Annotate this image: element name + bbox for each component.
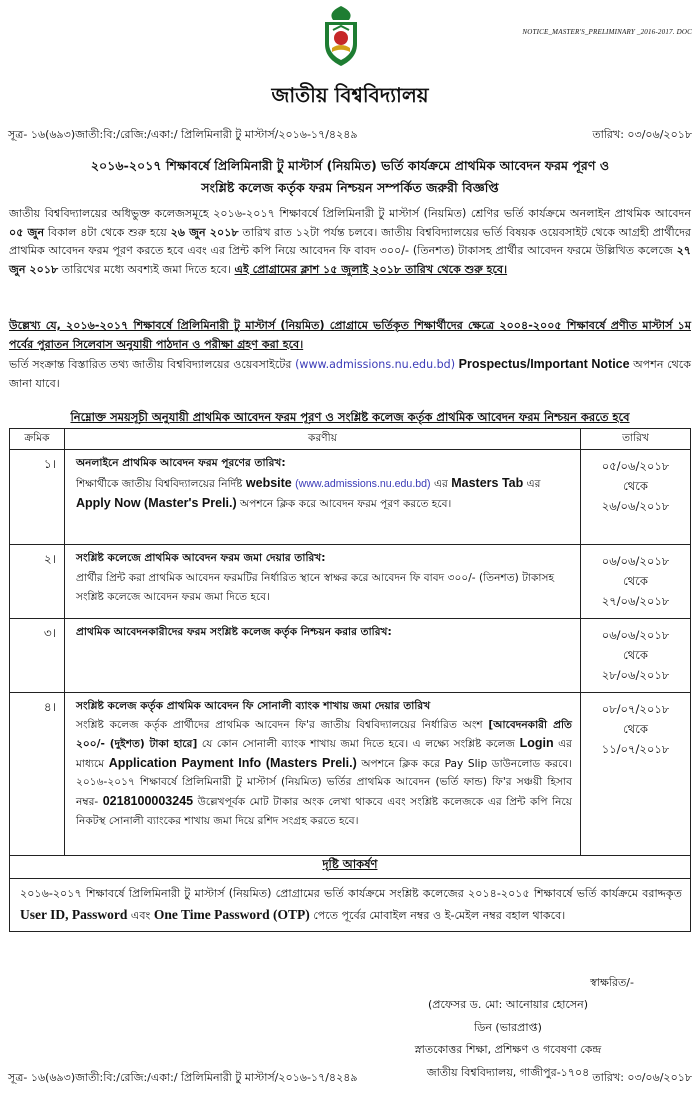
attention-userid-password: User ID, Password [20,907,128,922]
table-row [10,619,691,693]
footer-memo: সূত্র- ১৬(৬৯৩)জাতী:বি:/রেজি:/একা:/ প্রিলিমিনারী টু মাস্টার্স/২০১৬-১৭/৪২৪৯ [8,1071,358,1084]
date-separator: থেকে [623,648,648,662]
row-text: উল্লেখপূর্বক মোট টাকার অংক লেখা থাকবে এবং সংশ্লিষ্ট কলেজকে এর প্রিন্ট কপি নিয়ে নিকটস্থ সোনালী ব্যাংকের শাখায় জমা দিয়ে রশিদ সংগ্রহ করতে হবে। [76,795,572,827]
row-text: এর [433,477,448,490]
row-date [581,545,691,619]
heading-line-1: ২০১৬-২০১৭ শিক্ষাবর্ষে প্রিলিমিনারী টু মাস্টার্স (নিয়মিত) ভর্তি কার্যক্রমে প্রাথমিক আবেদন ফরম পূরণ ও [90,158,610,173]
footer-reference [8,1069,692,1088]
row-bold-account-number: 0218100003245 [102,793,194,808]
row-date [581,693,691,856]
para1-text-2: বিকাল ৪টা থেকে শুরু হয়ে [47,225,167,239]
para1-text-4: তারিখের মধ্যে অবশ্যই জমা দিতে হবে। [61,262,231,276]
website-text-end: অপশন থেকে জানা যাবে। [9,358,691,390]
row-title: অনলাইনে প্রাথমিক আবেদন ফরম পূরণের তারিখ: [76,457,286,469]
row-task [65,450,581,545]
syllabus-note: উল্লেখ্য যে, ২০১৬-২০১৭ শিক্ষাবর্ষে প্রিলিমিনারী টু মাস্টার্স (নিয়মিত) প্রোগ্রামে ভর্তিকৃত শিক্ষার্থীদের ক্ষেত্রে ২০০৪-২০০৫ শিক্ষাবর্ষে প্রণীত মাস্টার্স ১ম পর্বের পুরাতন সিলেবাস অনুযায়ী পাঠদান ও পরীক্ষা গ্রহণ করা হবে। [9,319,691,351]
signed-label: স্বাক্ষরিত/- [590,976,634,989]
row-title: প্রাথমিক আবেদনকারীদের ফরম সংশ্লিষ্ট কলেজ কর্তৃক নিশ্চয়ন করার তারিখ: [76,626,392,638]
prospectus-option: Prospectus/Important Notice [458,357,630,371]
row-task [65,545,581,619]
signatory-designation: ডিন (ভারপ্রাপ্ত) [474,1020,542,1034]
row-number: ২। [10,545,65,619]
row-text: সংশ্লিষ্ট কলেজ কর্তৃক প্রার্থীদের প্রাথমিক আবেদন ফি'র জাতীয় বিশ্ববিদ্যালয়ের নির্ধারিত অংশ [76,718,483,731]
para1-bold-start-date: ০৫ জুন [9,225,45,239]
date-from: ০৮/০৭/২০১৮ [601,702,670,716]
date-separator: থেকে [623,574,648,588]
header-serial: ক্রমিক [10,429,65,450]
attention-title-row [10,856,691,879]
date-from: ০৬/০৬/২০১৮ [601,628,670,642]
row-bold-masters-tab: Masters Tab [451,475,524,490]
para1-text-1: জাতীয় বিশ্ববিদ্যালয়ের অধিভুক্ত কলেজসমূহে ২০১৬-২০১৭ শিক্ষাবর্ষে প্রিলিমিনারী টু মাস্টার্স (নিয়মিত) শ্রেণির ভর্তি কার্যক্রমে অনলাইন প্রাথমিক আবেদন [9,207,691,220]
date-separator: থেকে [623,479,648,493]
row-bold-login: Login [519,736,554,751]
schedule-title: নিম্নোক্ত সময়সূচী অনুযায়ী প্রাথমিক আবেদন ফরম পূরণ ও সংশ্লিষ্ট কলেজ কর্তৃক প্রাথমিক আবেদন ফরম নিশ্চয়ন করতে হবে [70,410,630,424]
admission-website-link[interactable]: (www.admissions.nu.edu.bd) [295,358,456,371]
row-title: সংশ্লিষ্ট কলেজে প্রাথমিক আবেদন ফরম জমা দেয়ার তারিখ: [76,552,326,564]
notice-date: তারিখ: ০৩/০৬/২০১৮ [592,128,692,141]
row-text: অপশনে ক্লিক করে Pay Slip ডাউনলোড করবে। ২০১৬-২০১৭ শিক্ষাবর্ষে প্রিলিমিনারী টু মাস্টার্স (নিয়মিত) ভর্তির প্রাথমিক আবেদন (ভর্তি ফান্ড) ফি'র সঞ্চয়ী হিসাব নম্বর- [76,757,573,808]
attention-text [10,879,691,932]
para1-bold-submit-date: ২৭ জুন ২০১৮ [9,244,692,276]
table-row [10,693,691,856]
table-row [10,450,691,545]
date-from: ০৫/০৬/২০১৮ [601,459,670,473]
paragraph-main [9,205,691,279]
paragraph-website [9,355,691,393]
website-text: ভর্তি সংক্রান্ত বিস্তারিত তথ্য জাতীয় বিশ্ববিদ্যালয়ের ওয়েবসাইটের [9,358,292,371]
heading-line-2: সংশ্লিষ্ট কলেজ কর্তৃক ফরম নিশ্চয়ন সম্পর্কিত জরুরী বিজ্ঞপ্তি [201,180,499,195]
university-title: জাতীয় বিশ্ববিদ্যালয় [271,83,429,107]
attention-row [10,879,691,932]
row-text: প্রার্থীর প্রিন্ট করা প্রাথমিক আবেদন ফরমটির নির্ধারিত স্থানে স্বাক্ষর করে আবেদন ফি বাবদ ৩০০/- (তিনশত) টাকাসহ সংশ্লিষ্ট কলেজে আবেদন ফরম জমা দিতে হবে। [76,571,555,603]
document-code: NOTICE_MASTER'S_PRELIMINARY _2016-2017. DOC [522,28,692,36]
date-to: ২৮/০৬/২০১৮ [601,668,670,682]
attention-title: দৃষ্টি আকর্ষণ [10,856,691,879]
row-task [65,693,581,856]
date-to: ১১/০৭/২০১৮ [601,742,670,756]
header-date: তারিখ [581,429,691,450]
row-bold-fee-rate: [আবেদনকারী প্রতি ২০০/- (দুইশত) টাকা হারে] [76,718,572,751]
attention-and: এবং [130,909,151,922]
row-title: সংশ্লিষ্ট কলেজ কর্তৃক প্রাথমিক আবেদন ফি সোনালী ব্যাংক শাখায় জমা দেয়ার তারিখ [76,700,431,712]
table-row [10,545,691,619]
date-from: ০৬/০৬/২০১৮ [601,554,670,568]
row-bold-website: website [245,475,292,490]
row-number: ১। [10,450,65,545]
row-task [65,619,581,693]
signatory-name: (প্রফেসর ড. মো: আনোয়ার হোসেন) [427,998,589,1012]
attention-text-1: ২০১৬-২০১৭ শিক্ষাবর্ষে প্রিলিমিনারী টু মাস্টার্স (নিয়মিত) প্রোগ্রামের ভর্তি কার্যক্রমে সংশ্লিষ্ট কলেজের ২০১৪-২০১৫ শিক্ষাবর্ষে ভর্তি কার্যক্রমে বরাদ্দকৃত [20,887,682,900]
row-number: ৪। [10,693,65,856]
attention-text-2: পেতে পূর্বের মোবাইল নম্বর ও ই-মেইল নম্বর বহাল থাকবে। [313,909,566,922]
para1-text-3: তারিখ রাত ১২টা পর্যন্ত চলবে। জাতীয় বিশ্ববিদ্যালয়ের ভর্তি বিষয়ক ওয়েবসাইট থেকে আগ্রহী প্রার্থীদের প্রাথমিক আবেদন ফরম পূরণ করতে হবে এবং এর প্রিন্ট কপি নিয়ে আবেদন ফি বাবদ ৩০০/- (তিনশত) টাকাসহ প্রার্থীর আবেদন ফরমে উল্লিখিত কলেজে [9,225,691,258]
attention-otp: One Time Password (OTP) [153,907,310,922]
reference-line [8,126,692,145]
row-number: ৩। [10,619,65,693]
notice-heading [10,155,690,199]
para1-bold-end-date: ২৬ জুন ২০১৮ [170,225,239,239]
row-date [581,619,691,693]
university-logo-icon [319,4,363,68]
para1-class-start: এই প্রোগ্রামের ক্লাশ ১৫ জুলাই ২০১৮ তারিখ থেকে শুরু হবে। [234,262,508,276]
schedule-table [9,428,691,932]
row-text: এর মাধ্যমে [76,738,572,770]
row-website-link[interactable]: (www.admissions.nu.edu.bd) [295,477,431,490]
row-text: যে কোন সোনালী ব্যাংক শাখায় জমা দিতে হবে। এ লক্ষ্যে সংশ্লিষ্ট কলেজ [201,738,516,751]
row-bold-apply-now: Apply Now (Master's Preli.) [76,496,237,510]
footer-date: তারিখ: ০৩/০৬/২০১৮ [592,1071,692,1084]
row-text: শিক্ষার্থীকে জাতীয় বিশ্ববিদ্যালয়ের নির্দিষ্ট [76,477,243,490]
date-to: ২৬/০৬/২০১৮ [601,499,670,513]
row-text: এর [526,477,541,490]
row-date [581,450,691,545]
row-bold-payment-info: Application Payment Info (Masters Preli.) [108,755,357,770]
row-text: অপশনে ক্লিক করে আবেদন ফরম পূরণ করতে হবে। [240,498,452,510]
table-header-row [10,429,691,450]
paragraph-syllabus [9,317,691,354]
signatory-address: জাতীয় বিশ্ববিদ্যালয়, গাজীপুর-১৭০৪ [426,1065,590,1079]
date-separator: থেকে [623,722,648,736]
signatory-center: স্নাতকোত্তর শিক্ষা, প্রশিক্ষণ ও গবেষণা কেন্দ্র [414,1043,602,1057]
signature-block [378,972,638,1084]
memo-number: সূত্র- ১৬(৬৯৩)জাতী:বি:/রেজি:/একা:/ প্রিলিমিনারী টু মাস্টার্স/২০১৬-১৭/৪২৪৯ [8,128,358,141]
date-to: ২৭/০৬/২০১৮ [601,594,670,608]
header-task: করণীয় [65,429,581,450]
